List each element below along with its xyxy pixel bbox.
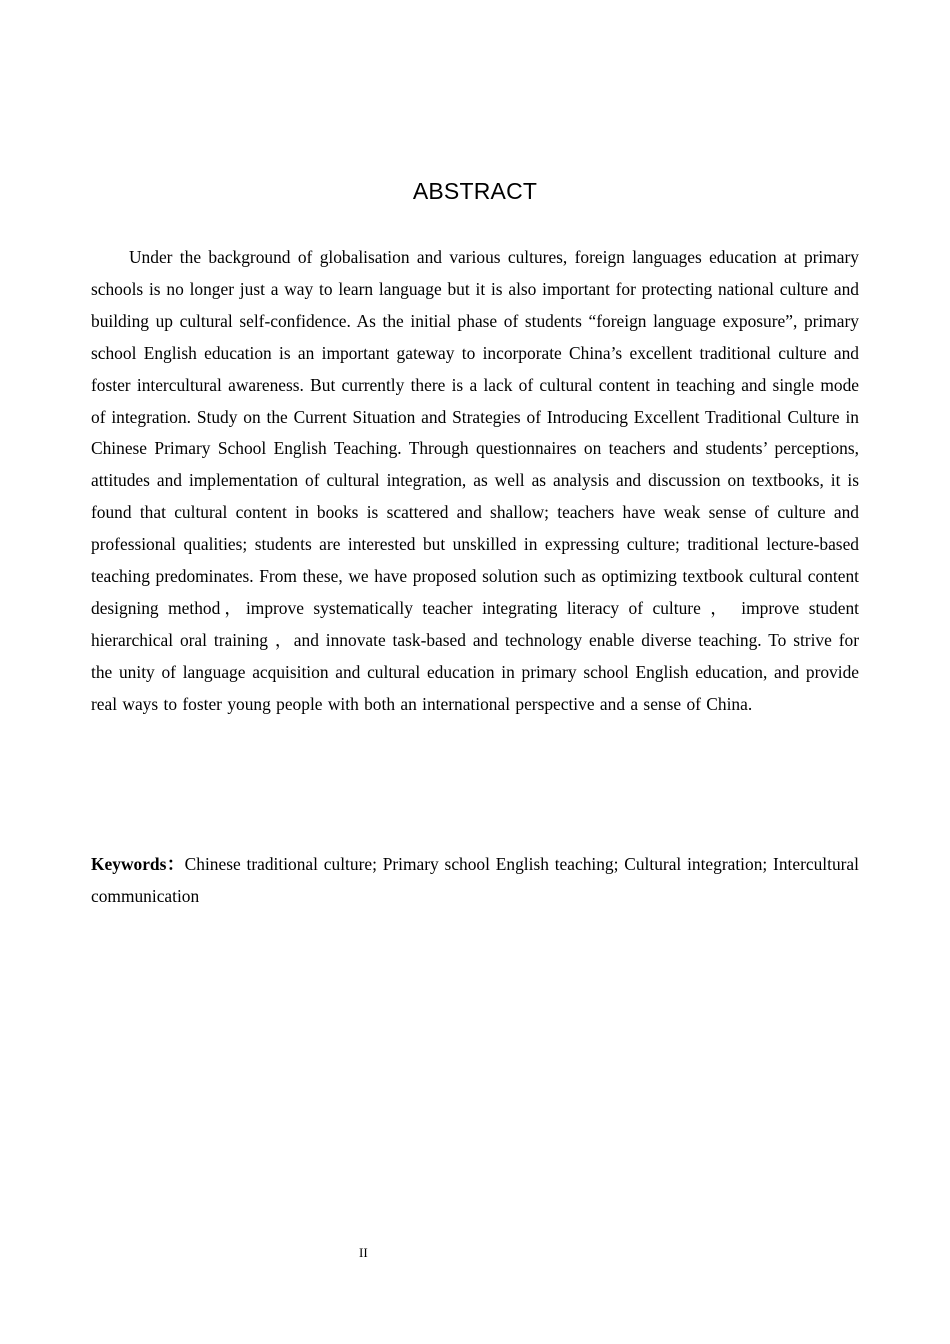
keywords-label: Keywords：: [91, 854, 185, 874]
keywords-paragraph: [91, 849, 859, 912]
abstract-body: Under the background of globalisation and various cultures, foreign languages education at primary schools is no longer just a way to learn language but it is also important for protecting national culture and building up cultural self-confidence. As the initial phase of students “foreign language exposure”, primary school English education is an important gateway to incorporate China’s excellent traditional culture and foster intercultural awareness. But currently there is a lack of cultural content in teaching and single mode of integration. Study on the Current Situation and Strategies of Introducing Excellent Traditional Culture in Chinese Primary School English Teaching. Through questionnaires on teachers and students’ perceptions, attitudes and implementation of cultural integration, as well as analysis and discussion on textbooks, it is found that cultural content in books is scattered and shallow; teachers have weak sense of culture and professional qualities; students are interested but unskilled in expressing culture; traditional lecture-based teaching predominates. From these, we have proposed solution such as optimizing textbook cultural content designing method，improve systematically teacher integrating literacy of culture ， improve student hierarchical oral training ，and innovate task-based and technology enable diverse teaching. To strive for the unity of language acquisition and cultural education in primary school English education, and provide real ways to foster young people with both an international perspective and a sense of China.: [91, 247, 859, 714]
abstract-title: ABSTRACT: [412, 178, 538, 204]
keywords-text: Chinese traditional culture; Primary school English teaching; Cultural integration; Intercultural communication: [91, 854, 859, 906]
page-number: II: [359, 1245, 368, 1260]
